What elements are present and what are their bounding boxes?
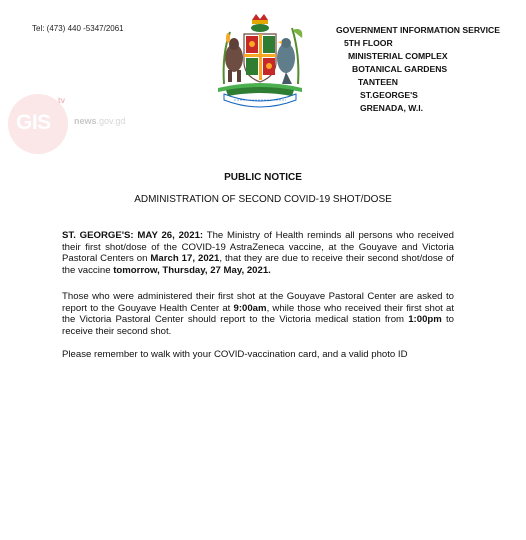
dateline: ST. GEORGE'S: MAY 26, 2021:	[62, 230, 204, 241]
gis-logo-text: GIS	[16, 111, 51, 134]
paragraph-text: to receive their second shot.	[62, 314, 454, 337]
address-line: GRENADA, W.I.	[360, 103, 424, 113]
gis-news-site	[74, 116, 125, 126]
notice-paragraph-3: Please remember to walk with your COVID-vaccination card, and a valid photo ID	[62, 349, 408, 360]
ministry-address	[336, 24, 500, 115]
paragraph-text: Those who were administered their first shot at the Gouyave Pastoral Center are asked to report to the Gouyave Health Center at	[62, 291, 454, 314]
telephone-number: Tel: (473) 440 -5347/2061	[32, 24, 124, 33]
address-line: 5TH FLOOR	[344, 38, 393, 48]
notice-paragraph-2	[62, 291, 454, 337]
victoria-time: 1:00pm	[408, 314, 442, 326]
address-line: GOVERNMENT INFORMATION SERVICE	[336, 25, 500, 35]
gis-logo-tv: tv	[58, 96, 66, 105]
gouyave-time: 9:00am	[233, 302, 267, 314]
paragraph-text: , that they are due to receive their second shot/dose of the vaccine	[62, 253, 454, 276]
address-line: BOTANICAL GARDENS	[352, 64, 448, 74]
site-suffix: .gov.gd	[96, 116, 126, 126]
notice-paragraph-1	[62, 230, 454, 276]
second-dose-date: tomorrow, Thursday, 27 May, 2021.	[113, 264, 271, 276]
paragraph-text: The Ministry of Health reminds all persons who received their first shot/dose of the COVID-19 AstraZeneca vaccine, at the Gouyave and Victoria Pastoral Centers on	[62, 230, 455, 265]
paragraph-text: , while those who received their first shot at the Victoria Pastoral Center should report to the Victoria medical station from	[62, 302, 454, 326]
address-line: MINISTERIAL COMPLEX	[348, 51, 448, 61]
grenada-coat-of-arms-icon	[212, 14, 308, 108]
site-prefix: news	[74, 116, 97, 126]
first-dose-date: March 17, 2021	[150, 253, 220, 265]
notice-subtitle: ADMINISTRATION OF SECOND COVID-19 SHOT/DOSE	[134, 194, 392, 205]
address-line: ST.GEORGE'S	[360, 90, 418, 100]
notice-title: PUBLIC NOTICE	[224, 172, 302, 183]
address-line: TANTEEN	[358, 77, 398, 87]
